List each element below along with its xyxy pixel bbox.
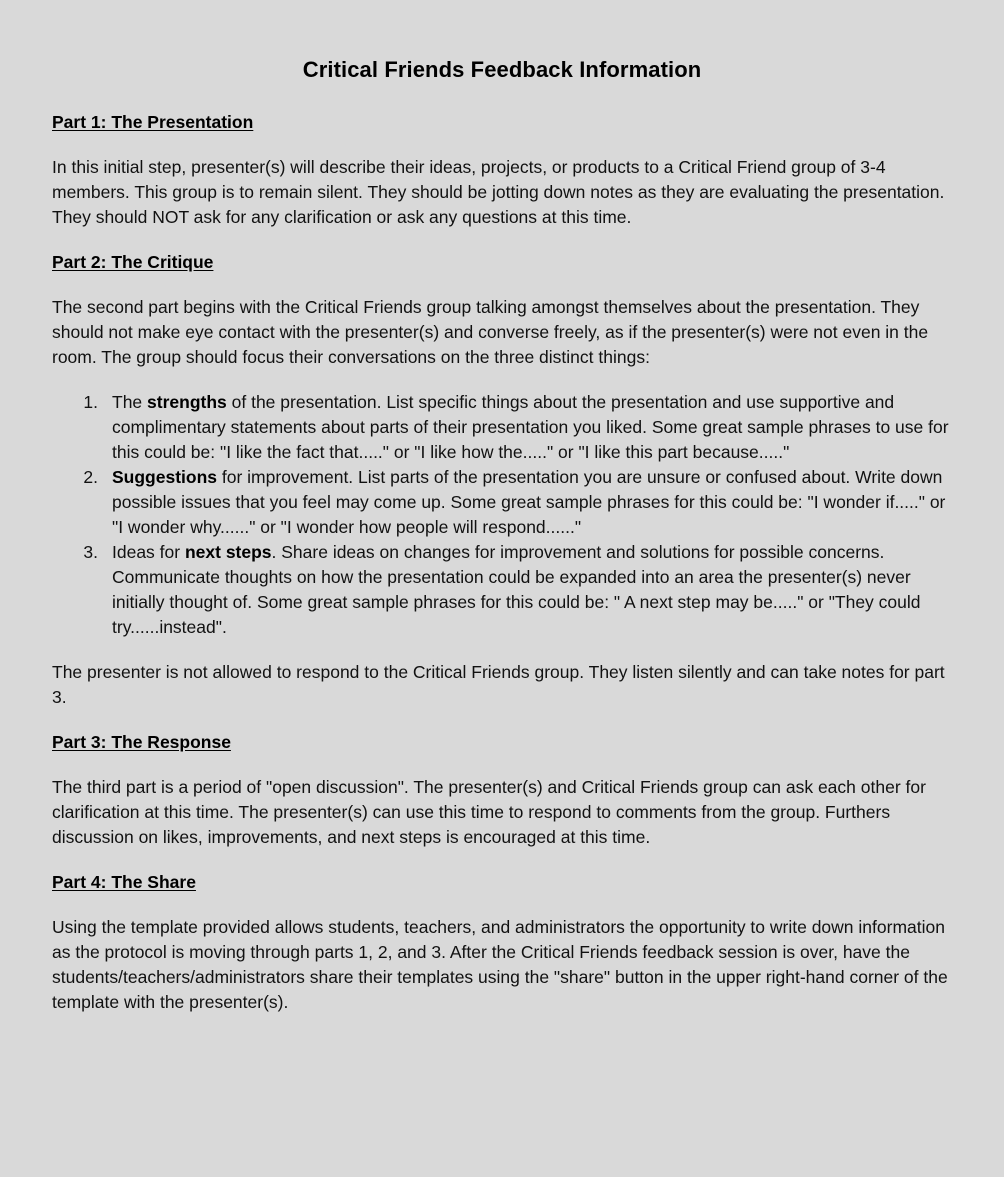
- critique-item-strengths: [52, 390, 952, 465]
- list-text-bold: next steps: [184, 542, 272, 562]
- critique-item-next-steps: [52, 540, 952, 640]
- section-part-4: [52, 870, 952, 1015]
- part-1-heading: Part 1: The Presentation: [52, 112, 254, 132]
- critique-item-suggestions: [52, 465, 952, 540]
- part-2-closing: The presenter is not allowed to respond to the Critical Friends group. They listen silently and can take notes for part 3.: [52, 662, 945, 707]
- list-text-bold: Suggestions: [112, 467, 218, 487]
- list-text: [112, 390, 952, 465]
- list-text-rest: . Share ideas on changes for improvement and solutions for possible concerns. Communicate thoughts on how the presentation could be expanded into an area the presenter(s) never initially thought of. Some great sample phrases for this could be: " A next step may be....." or "They could try......instead".: [112, 542, 921, 637]
- list-text-lead: Ideas for: [112, 542, 185, 562]
- list-text-rest: for improvement. List parts of the presentation you are unsure or confused about. Write down possible issues that you feel may come up. Some great sample phrases for this could be: "I wonder if....." or "I wonder why......" or "I wonder how people will respond......": [112, 467, 946, 537]
- list-text-lead: The: [112, 392, 148, 412]
- critique-list: [52, 390, 952, 640]
- part-4-heading: Part 4: The Share: [52, 872, 196, 892]
- document-title: Critical Friends Feedback Information: [302, 57, 702, 82]
- section-part-1: [52, 110, 952, 230]
- section-part-2: [52, 250, 952, 710]
- list-text: [112, 540, 952, 640]
- part-2-heading: Part 2: The Critique: [52, 252, 214, 272]
- part-2-intro: The second part begins with the Critical Friends group talking amongst themselves about the presentation. They should not make eye contact with the presenter(s) and converse freely, as if the presenter(s) were not even in the room. The group should focus their conversations on the three distinct things:: [52, 297, 929, 367]
- part-1-text: In this initial step, presenter(s) will describe their ideas, projects, or products to a Critical Friend group of 3-4 members. This group is to remain silent. They should be jotting down notes as they are evaluating the presentation. They should NOT ask for any clarification or ask any questions at this time.: [52, 157, 945, 227]
- list-number: 1.: [83, 392, 98, 412]
- list-number: 2.: [83, 467, 98, 487]
- part-3-text: The third part is a period of "open discussion". The presenter(s) and Critical Friends group can ask each other for clarification at this time. The presenter(s) can use this time to respond to comments from the group. Furthers discussion on likes, improvements, and next steps is encouraged at this time.: [52, 777, 926, 847]
- list-text: [112, 465, 952, 540]
- part-4-text: Using the template provided allows students, teachers, and administrators the opportunity to write down information as the protocol is moving through parts 1, 2, and 3. After the Critical Friends feedback session is over, have the students/teachers/administrators share their templates using the "share" button in the upper right-hand corner of the template with the presenter(s).: [52, 917, 948, 1012]
- list-number: 3.: [83, 542, 98, 562]
- section-part-3: [52, 730, 952, 850]
- list-text-bold: strengths: [147, 392, 227, 412]
- part-3-heading: Part 3: The Response: [52, 732, 231, 752]
- list-text-rest: of the presentation. List specific things about the presentation and use supportive and complimentary statements about parts of their presentation you liked. Some great sample phrases to use for this could be: "I like the fact that....." or "I like how the....." or "I like this part because.....": [112, 392, 949, 462]
